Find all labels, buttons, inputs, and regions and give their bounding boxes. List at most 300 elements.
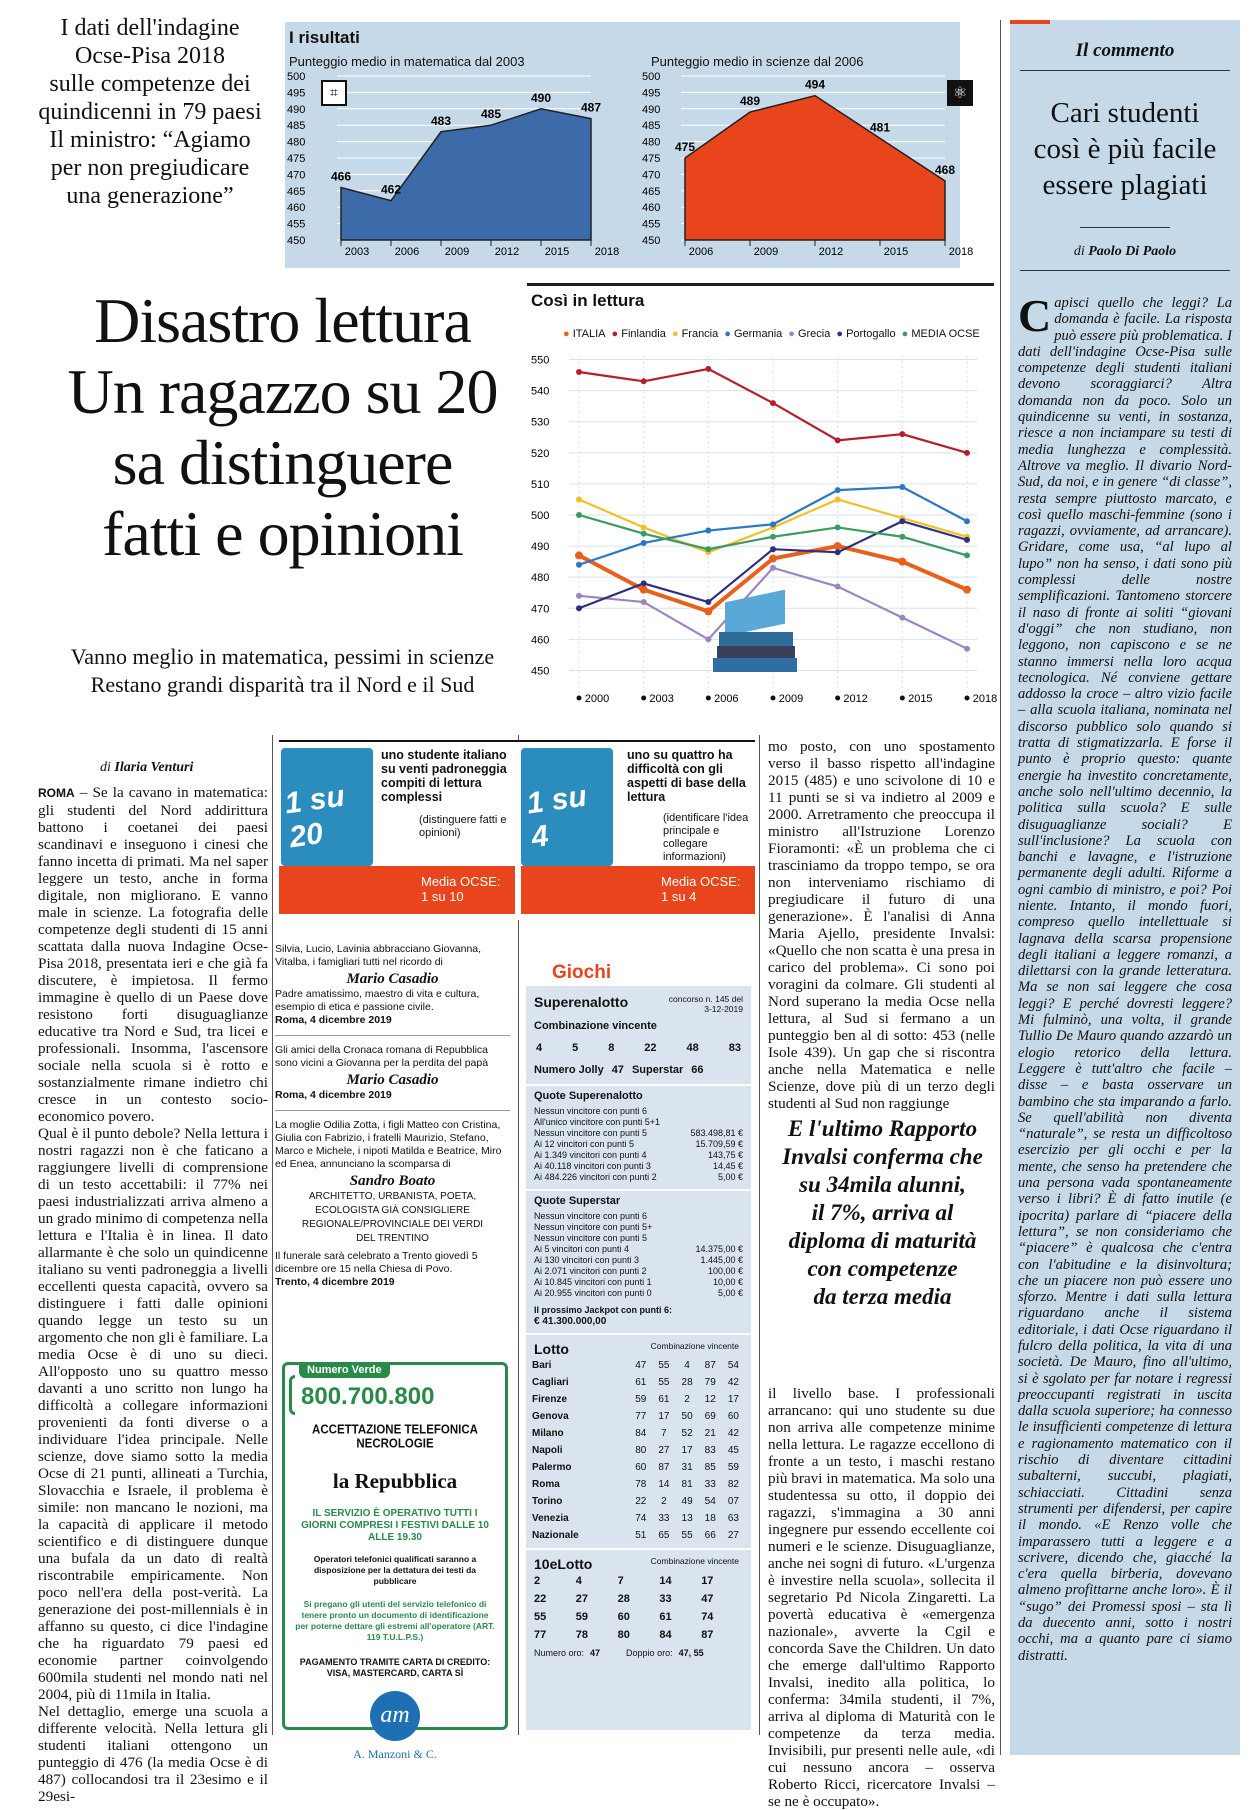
lotto-sub: Combinazione vincente bbox=[650, 1341, 739, 1351]
series-point bbox=[704, 607, 712, 615]
y-tick-label: 495 bbox=[287, 87, 306, 100]
lotto-number: 17 bbox=[658, 1411, 670, 1422]
series-point bbox=[835, 524, 841, 530]
series-point bbox=[705, 599, 711, 605]
series-point bbox=[575, 551, 583, 559]
divider bbox=[275, 1035, 510, 1036]
column-rule bbox=[272, 735, 273, 1735]
quote-amount: 14,45 € bbox=[712, 1161, 743, 1171]
lotto-number: 7 bbox=[661, 1428, 667, 1439]
quote-desc: Ai 1.349 vincitori con punti 4 bbox=[534, 1150, 647, 1160]
superstar-number: 66 bbox=[691, 1064, 704, 1076]
legend-label: MEDIA OCSE bbox=[911, 328, 980, 340]
science-chart-title: Punteggio medio in scienze dal 2006 bbox=[651, 54, 864, 69]
quote-amount: 10,00 € bbox=[712, 1277, 743, 1287]
series-point bbox=[964, 450, 970, 456]
series-point bbox=[834, 542, 842, 550]
stat-text: uno su quattro ha difficoltà con gli aspetti di base della lettura bbox=[627, 748, 746, 804]
lotto-row bbox=[532, 1459, 745, 1476]
y-tick-label: 455 bbox=[642, 218, 661, 231]
commentary-title bbox=[1010, 95, 1240, 203]
lotto-city: Roma bbox=[532, 1479, 560, 1490]
quote-row bbox=[534, 1172, 743, 1183]
10elotto-number: 28 bbox=[617, 1593, 630, 1605]
x-tick bbox=[577, 696, 582, 701]
lotto-number: 82 bbox=[727, 1479, 739, 1490]
lotto-city: Nazionale bbox=[532, 1530, 579, 1541]
jackpot: € 41.300.000,00 bbox=[534, 1316, 607, 1327]
quote-desc: Ai 5 vincitori con punti 4 bbox=[534, 1244, 630, 1254]
10elotto-number: 74 bbox=[701, 1611, 714, 1623]
legend-swatch: ● bbox=[788, 328, 798, 340]
superenalotto-title: Superenalotto bbox=[534, 994, 629, 1010]
x-tick-label: 2012 bbox=[843, 693, 868, 705]
y-tick-label: 460 bbox=[531, 634, 550, 647]
ad-operators: Operatori telefonici qualificati saranno a disposizione per la dettatura dei testi da pubblicare bbox=[313, 1554, 477, 1586]
lotto-number: 61 bbox=[658, 1394, 670, 1405]
lotto-number: 65 bbox=[658, 1530, 670, 1541]
obituary-name: Mario Casadio bbox=[346, 1072, 439, 1088]
y-tick-label: 480 bbox=[642, 136, 661, 149]
y-tick-label: 540 bbox=[531, 385, 550, 398]
pull-quote-line: E l'ultimo Rapporto bbox=[787, 1116, 978, 1141]
kicker-line: Il ministro: “Agiamo bbox=[49, 127, 251, 153]
headline-line: Disastro lettura bbox=[94, 285, 471, 356]
y-tick-label: 500 bbox=[531, 510, 550, 522]
x-tick-label: 2009 bbox=[444, 246, 470, 258]
y-tick-label: 455 bbox=[287, 218, 306, 231]
x-tick-label: 2009 bbox=[778, 693, 804, 705]
pull-quote-line: con competenze bbox=[807, 1256, 958, 1281]
quote-se-title: Quote Superenalotto bbox=[534, 1090, 643, 1102]
lotto-row bbox=[532, 1408, 745, 1425]
10elotto-number: 78 bbox=[575, 1629, 589, 1641]
y-tick-label: 495 bbox=[642, 87, 661, 100]
ad-title: ACCETTAZIONE TELEFONICA NECROLOGIE bbox=[312, 1423, 478, 1451]
lotto-number: 85 bbox=[704, 1462, 716, 1473]
quote-row bbox=[534, 1211, 743, 1222]
obituary-text: Gli amici della Cronaca romana di Repubblica sono vicini a Giovanna per la perdita del papà bbox=[275, 1044, 489, 1069]
pull-quote-line: da terza media bbox=[813, 1284, 952, 1309]
lotto-title: Lotto bbox=[534, 1341, 569, 1357]
winning-combo bbox=[526, 1032, 751, 1054]
series-point bbox=[964, 518, 970, 524]
y-tick-label: 460 bbox=[642, 202, 661, 215]
science-chart bbox=[640, 68, 974, 268]
10elotto-row bbox=[534, 1626, 743, 1644]
oro-label: Numero oro: bbox=[534, 1648, 585, 1658]
x-tick-label: 2015 bbox=[908, 693, 933, 705]
x-tick bbox=[835, 696, 840, 701]
x-tick-label: 2003 bbox=[649, 693, 674, 705]
kicker-line: quindicenni in 79 paesi bbox=[38, 99, 262, 125]
quote-desc: Nessun vincitore con punti 5 bbox=[534, 1233, 648, 1243]
obituary-text: La moglie Odilia Zotta, i figli Matteo con Cristina, Giulia con Fabrizio, i fratelli Maurizio, Stefano, Marco e Michele, i nipoti Matilda e Beatrice, Miro ed Enea, annunciano la scomparsa di bbox=[275, 1119, 502, 1170]
10elotto-row bbox=[534, 1590, 743, 1608]
kicker-line: I dati dell'indagine bbox=[60, 15, 240, 41]
ocse-average-box: Media OCSE: 1 su 4 bbox=[521, 866, 755, 914]
data-label: 475 bbox=[674, 140, 696, 154]
pull-quote-line: diploma di maturità bbox=[788, 1228, 977, 1253]
combo-number: 22 bbox=[644, 1042, 657, 1054]
x-tick-label: 2018 bbox=[972, 693, 998, 705]
quote-amount: 5,00 € bbox=[717, 1172, 743, 1182]
math-chart-title: Punteggio medio in matematica dal 2003 bbox=[289, 54, 525, 69]
quote-desc: Nessun vincitore con punti 6 bbox=[534, 1106, 648, 1116]
ad-phone-number: 800.700.800 bbox=[301, 1383, 435, 1410]
lotto-number: 33 bbox=[658, 1513, 670, 1524]
series-point bbox=[705, 366, 711, 372]
series-point bbox=[641, 599, 647, 605]
kicker-line: per non pregiudicare bbox=[50, 155, 250, 181]
y-tick-label: 480 bbox=[531, 572, 550, 585]
series-point bbox=[899, 518, 905, 524]
lotto-row bbox=[532, 1510, 745, 1527]
quote-desc: Ai 10.845 vincitori con punti 1 bbox=[534, 1277, 652, 1287]
reading-chart-title: Così in lettura bbox=[531, 291, 645, 310]
lotto-number: 59 bbox=[727, 1462, 739, 1473]
data-label: 462 bbox=[380, 182, 402, 197]
lotto-number: 45 bbox=[727, 1445, 739, 1456]
combo-number: 5 bbox=[572, 1042, 579, 1054]
x-tick-label: 2006 bbox=[714, 693, 739, 705]
y-tick-label: 465 bbox=[287, 185, 306, 198]
lotto-number: 17 bbox=[681, 1445, 693, 1456]
phone-icon bbox=[289, 1375, 295, 1415]
legend-swatch: ● bbox=[671, 328, 682, 340]
data-label: 483 bbox=[430, 113, 452, 128]
ad-note: Si pregano gli utenti del servizio telefonico di tenere pronto un documento di identificazione per poterne dettare gli estremi all'operatore (ART. 119 T.U.L.P.S.) bbox=[295, 1599, 495, 1642]
y-tick-label: 550 bbox=[531, 354, 550, 367]
10elotto-title: 10eLotto bbox=[534, 1556, 593, 1572]
lotto-number: 55 bbox=[658, 1360, 670, 1371]
10elotto-number: 59 bbox=[575, 1611, 589, 1623]
y-tick-label: 485 bbox=[287, 120, 306, 133]
lotto-row bbox=[532, 1391, 745, 1408]
lotto-number: 69 bbox=[704, 1411, 716, 1422]
lotto-row bbox=[532, 1425, 745, 1442]
obituaries bbox=[275, 943, 510, 1289]
series-point bbox=[641, 580, 647, 586]
quote-desc: Nessun vincitore con punti 5 bbox=[534, 1128, 648, 1138]
series-point bbox=[898, 558, 906, 566]
kicker-line: una generazione” bbox=[66, 183, 234, 209]
results-box bbox=[285, 22, 974, 268]
quote-desc: Nessun vincitore con punti 6 bbox=[534, 1211, 648, 1221]
y-tick-label: 450 bbox=[531, 665, 550, 678]
lotto-number: 63 bbox=[727, 1513, 739, 1524]
lotto-number: 47 bbox=[635, 1360, 647, 1371]
headline-line: sa distinguere bbox=[112, 427, 453, 498]
data-label: 481 bbox=[869, 120, 891, 135]
x-tick-label: 2015 bbox=[544, 246, 570, 258]
x-tick-label: 2006 bbox=[688, 246, 714, 258]
y-tick-label: 490 bbox=[642, 103, 661, 116]
lotto-city: Firenze bbox=[532, 1394, 568, 1405]
y-tick-label: 490 bbox=[287, 103, 306, 116]
ad-tag: Numero Verde bbox=[299, 1362, 390, 1378]
commentary-title-line: Cari studenti bbox=[1050, 97, 1200, 129]
obituary-date: Roma, 4 dicembre 2019 bbox=[275, 1089, 392, 1101]
lotto-number: 33 bbox=[704, 1479, 716, 1490]
x-tick-label: 2003 bbox=[344, 246, 370, 258]
obituary-date: Trento, 4 dicembre 2019 bbox=[275, 1276, 395, 1288]
column-rule bbox=[759, 735, 760, 1735]
necrologie-ad bbox=[282, 1362, 508, 1761]
article-paragraph: Qual è il punto debole? Nella lettura i nostri ragazzi non è che faticano a raggiungere livelli di comprensione di un testo accettabili: il 77% nei paesi industrializzati arriva almeno a un grado minimo di competenza nella lettura e l'Italia è in linea. Il dato allarmante è che solo un quindicenne italiano su venti padroneggia a livelli eccellenti questa capacità, ovvero sa distinguere i fatti dalle opinioni quando legge un testo su un argomento che non gli è familiare. La media Ocse è di uno su dieci. All'opposto uno su quattro messo davanti a uno scritto non lungo ha difficoltà a collegare informazioni provenienti da fonti diverse o a individuare l'idea principale. Nelle scienze, dove siamo sotto la media Ocse di 21 punti, allineati a Turchia, Slovacchia e Israele, il problema è simile: non mancano le nozioni, ma la capacità di applicare il metodo scientifico e di distinguere dunque una bufala da un dato di realtà riscontrabile empiricamente. Non poco nell'era della post-verità. La generazione dei post-millennials è in affanno su questo, ci dice l'indagine che ha riguardato 79 paesi ed economie partner coinvolgendo 600mila studenti nel mondo nati nel 2004, più di 11mila in Italia. bbox=[38, 1125, 268, 1703]
lotto-number: 79 bbox=[704, 1377, 716, 1388]
lotto-number: 21 bbox=[704, 1428, 716, 1439]
y-tick-label: 520 bbox=[531, 447, 550, 460]
headline-line: fatti e opinioni bbox=[102, 498, 463, 569]
quote-desc: All'unico vincitore con punti 5+1 bbox=[534, 1117, 661, 1127]
quote-desc: Ai 40.118 vincitori con punti 3 bbox=[534, 1161, 651, 1171]
lotto-number: 84 bbox=[635, 1428, 647, 1439]
10elotto-number: 22 bbox=[534, 1593, 547, 1605]
quote-ss-table bbox=[526, 1211, 751, 1299]
deck-line: Vanno meglio in matematica, pessimi in scienze bbox=[70, 644, 495, 669]
10elotto-number: 14 bbox=[659, 1575, 672, 1587]
series-point bbox=[964, 646, 970, 652]
lotto-city: Napoli bbox=[532, 1445, 563, 1456]
kicker-line: Ocse-Pisa 2018 bbox=[75, 43, 225, 69]
quote-row bbox=[534, 1128, 743, 1139]
10elotto-number: 33 bbox=[659, 1593, 672, 1605]
quote-row bbox=[534, 1139, 743, 1150]
byline-name: Paolo Di Paolo bbox=[1088, 244, 1177, 259]
y-tick-label: 470 bbox=[531, 603, 550, 616]
series-point bbox=[899, 534, 905, 540]
x-tick-label: 2018 bbox=[594, 246, 620, 258]
pull-quote-line: il 7%, arriva al bbox=[811, 1200, 954, 1225]
series-point bbox=[576, 369, 582, 375]
series-point bbox=[835, 584, 841, 590]
ocse-average-box: Media OCSE: 1 su 10 bbox=[279, 866, 515, 914]
article-paragraph bbox=[38, 784, 268, 1125]
quote-row bbox=[534, 1255, 743, 1266]
x-tick bbox=[900, 696, 905, 701]
doppio-label: Doppio oro: bbox=[626, 1648, 673, 1658]
combo-number: 48 bbox=[686, 1042, 699, 1054]
legend-label: Francia bbox=[681, 328, 719, 340]
y-tick-label: 530 bbox=[531, 416, 550, 429]
lotto-city: Venezia bbox=[532, 1513, 569, 1524]
x-tick-label: 2015 bbox=[883, 246, 909, 258]
series-point bbox=[770, 400, 776, 406]
ad-payment: PAGAMENTO TRAMITE CARTA DI CREDITO: VISA, MASTERCARD, CARTA SÌ bbox=[299, 1657, 491, 1678]
pull-quote-line: Invalsi conferma che bbox=[782, 1144, 983, 1169]
article-text: – Se la cavano in matematica: gli studenti del Nord addirittura battono i coetanei dei paesi scandinavi e inseguono i cinesi che fanno incetta di primati. Ma nel saper leggere un testo, anche in forma digitale, non migliorano. E vanno male in scienze. La fotografia delle competenze degli studenti di 15 anni scattata dalla nuova Indagine Ocse-Pisa 2018, presentata ieri e che già fa discutere, è impietosa. Il fermo immagine è quello di un Paese dove resistono forti disuguaglianze educative tra Nord e Sud, tra licei e professionali. Insomma, l'ascensore sociale nella scuola si è rotto e sostanzialmente rimane indietro chi cresce in un contesto socio-economico povero. bbox=[38, 784, 268, 1125]
quote-row bbox=[534, 1266, 743, 1277]
article-byline bbox=[100, 760, 193, 776]
lotto-number: 4 bbox=[684, 1360, 690, 1371]
lotto-row bbox=[532, 1476, 745, 1493]
10elotto-number: 55 bbox=[534, 1611, 547, 1623]
y-tick-label: 465 bbox=[642, 185, 661, 198]
commentary-byline bbox=[1010, 244, 1240, 260]
legend-swatch: ● bbox=[724, 328, 734, 340]
obituary-description: Padre amatissimo, maestro di vita e cultura, esempio di etica e passione civile. bbox=[275, 988, 480, 1013]
x-tick bbox=[771, 696, 776, 701]
legend-label: ITALIA bbox=[572, 328, 606, 340]
lotto-number: 78 bbox=[635, 1479, 647, 1490]
legend-label: Grecia bbox=[797, 328, 831, 340]
games-box bbox=[526, 950, 751, 1730]
y-tick-label: 475 bbox=[287, 153, 306, 165]
article-paragraph: Nel dettaglio, emerge una scuola a differente velocità. Nella lettura gli studenti italiani ottengono un punteggio di 476 (la media Ocse è di 487) collocandosi tra il 23esimo e il 29esi- bbox=[38, 1703, 268, 1805]
10elotto-number: 17 bbox=[701, 1575, 714, 1587]
x-tick-label: 2000 bbox=[584, 693, 610, 705]
quote-desc: Ai 130 vincitori con punti 3 bbox=[534, 1255, 640, 1265]
x-tick-label: 2009 bbox=[753, 246, 779, 258]
stat-note: (identificare l'idea principale e collegare informazioni) bbox=[663, 812, 749, 863]
lotto-city: Cagliari bbox=[532, 1377, 569, 1388]
quote-amount: 100,00 € bbox=[707, 1266, 743, 1276]
deck bbox=[30, 643, 535, 699]
legend-swatch: ● bbox=[901, 328, 912, 340]
series-point bbox=[835, 496, 841, 502]
10elotto-number: 77 bbox=[534, 1629, 547, 1641]
series-point bbox=[770, 521, 776, 527]
byline-prefix: di bbox=[100, 760, 111, 775]
lotto-row bbox=[532, 1374, 745, 1391]
quote-amount: 143,75 € bbox=[707, 1150, 743, 1160]
article-column-1 bbox=[38, 784, 268, 1805]
commentary-text bbox=[1010, 290, 1240, 1664]
oro: 47 bbox=[590, 1648, 601, 1658]
lotto-number: 60 bbox=[635, 1462, 647, 1473]
commentary-body: apisci quello che leggi? La domanda è facile. La risposta può essere più problematica. I dati dell'indagine Ocse-Pisa sulle competenze degli studenti italiani devono scoraggiarci? Altra domanda non da poco. Solo un quindicenne su venti, in sostanza, riesce a non inciampare su testi di media lunghezza e complessità. Altrove va meglio. Il divario Nord-Sud, da noi, e in genere “di classe”, resta sempre piuttosto marcato, e così quello maschi-femmine (sono i ragazzi, ovviamente, ad arrancare). Gridare, come usa, “al lupo al lupo” non ha senso, i dati sono più complessi delle nostre semplificazioni. Tantomeno storcere il naso di fronte ai soliti “giovani d'oggi” che non studiano, non leggono, non capiscono e se ne stanno immersi nella loro acqua tecnologica. Né conviene gettare addosso la croce – altro vizio facile – alla scuola italiana, nominata nel discorso pubblico solo quando si tratta di stigmatizzarla. E forse il punto è proprio questo: quante energie ha investito concretamente, anche solo nell'ultimo decennio, la politica sulla scuola? E sulle disuguaglianze sociali? E sull'inclusione? La scuola con banchi e lavagne, e l'istruzione permanente degli adulti. Riforme a ogni cambio di ministro, e poi? Poi niente. Intanto, il mondo fuori, compreso quello intellettuale si lagnava della scarsa propensione degli italiani a leggere romanzi, a dilettarsi con la grande letteratura. Ma se non sai leggere che cosa leggi? E perché dovresti leggere? Mi fulminò, una volta, il grande Tullio De Mauro quando azzardò un elogio retorico della lettura. Leggere è tutt'altro che facile – disse – e basta osservare un bambino che sta imparando a farlo. Se quell'abilità non diventa “naturale”, se resta un difficoltoso esercizio per gli occhi e per la mente, che senso ha pretendere che una persona vada spontaneamente verso i libri? È di fatto inutile (e ipocrita) parlare di “piacere della lettura”, se non consideriamo che “piacere” è qualcosa che c'entra con l'abitudine e la disinvoltura; che un piacere non può essere uno sforzo. Mentre i dati sulla lettura riguardano anche il sistema editoriale, i dati Ocse riguardano il fulcro della politica, la vita di una società. De Mauro, fino all'ultimo, si è sgolato per far notare i regressi preoccupanti registrati in uscita dalla scuola superiore; ha connesso le insufficienti competenze di lettura e ragionamento matematico con il rischio di diventare cittadini subalterni, succubi, plagiati, schiacciati. Cittadini senza strumenti per difendersi, per capire il mondo. «E Renzo volle che imparassero tutti a leggere e a scrivere, dicendo che, giacché la c'era quella birberia, dovevano almeno profittarne anche loro». È il “sugo” dei Promessi sposi – sta lì da duecento anni, sotto i nostri occhi, ma a quanto pare ci siamo distratti. bbox=[1018, 295, 1232, 1664]
jackpot-label: Il prossimo Jackpot con punti 6: bbox=[534, 1305, 673, 1315]
lotto-number: 13 bbox=[681, 1513, 693, 1524]
quote-row bbox=[534, 1117, 743, 1128]
manzoni-logo: am bbox=[370, 1691, 420, 1741]
stat-text: uno studente italiano su venti padroneggia compiti di lettura complessi bbox=[381, 748, 507, 804]
ratio-1-su-4: 1 su 4 bbox=[524, 779, 589, 855]
x-tick-label: 2006 bbox=[394, 246, 420, 258]
data-label: 490 bbox=[530, 90, 552, 105]
ad-hours: IL SERVIZIO È OPERATIVO TUTTI I GIORNI COMPRESI I FESTIVI DALLE 10 ALLE 19.30 bbox=[301, 1508, 489, 1543]
concorso: concorso n. 145 del 3-12-2019 bbox=[668, 994, 743, 1014]
calculator-icon: ⌗ bbox=[321, 80, 347, 106]
obituary-name: Sandro Boato bbox=[349, 1173, 436, 1189]
lotto-number: 2 bbox=[661, 1496, 667, 1507]
x-tick-label: 2012 bbox=[494, 246, 520, 258]
x-tick bbox=[641, 696, 646, 701]
lotto-row bbox=[532, 1527, 745, 1544]
10elotto-number: 4 bbox=[575, 1575, 582, 1587]
data-label: 468 bbox=[934, 162, 956, 177]
x-tick-label: 2012 bbox=[818, 246, 844, 258]
lotto-number: 74 bbox=[635, 1513, 647, 1524]
series-point bbox=[899, 484, 905, 490]
series-point bbox=[640, 586, 648, 594]
combo-label: Combinazione vincente bbox=[534, 1020, 657, 1032]
byline-name: Ilaria Venturi bbox=[114, 760, 194, 775]
series-point bbox=[576, 512, 582, 518]
y-tick-label: 480 bbox=[287, 136, 306, 149]
lotto-number: 42 bbox=[727, 1428, 739, 1439]
10elotto-number: 80 bbox=[617, 1629, 630, 1641]
10elotto-number: 60 bbox=[617, 1611, 630, 1623]
10elotto-number: 27 bbox=[575, 1593, 589, 1605]
10elotto-number: 61 bbox=[659, 1611, 672, 1623]
quote-row bbox=[534, 1288, 743, 1299]
series-point bbox=[576, 593, 582, 599]
legend-swatch: ● bbox=[563, 328, 573, 340]
y-tick-label: 500 bbox=[287, 71, 306, 83]
byline-prefix: di bbox=[1073, 244, 1085, 259]
stat-note: (distinguere fatti e opinioni) bbox=[419, 814, 507, 839]
series-point bbox=[835, 487, 841, 493]
kicker-line: sulle competenze dei bbox=[49, 71, 251, 97]
y-tick-label: 450 bbox=[287, 235, 306, 247]
quote-amount: 15.709,59 € bbox=[695, 1139, 743, 1149]
obituary-titles: ARCHITETTO, URBANISTA, POETA, ECOLOGISTA GIÀ CONSIGLIERE REGIONALE/PROVINCIALE DEI VERDI DEL TRENTINO bbox=[301, 1191, 484, 1244]
jolly-number: 47 bbox=[611, 1064, 624, 1076]
quote-row bbox=[534, 1244, 743, 1255]
series-point bbox=[641, 378, 647, 384]
data-label: 494 bbox=[804, 77, 826, 92]
lotto-number: 59 bbox=[635, 1394, 647, 1405]
lotto-number: 87 bbox=[658, 1462, 670, 1473]
10elotto-number: 7 bbox=[617, 1575, 624, 1587]
series-point bbox=[705, 546, 711, 552]
lotto-number: 83 bbox=[704, 1445, 716, 1456]
dateline: ROMA bbox=[38, 786, 75, 800]
lotto-number: 22 bbox=[635, 1496, 647, 1507]
quote-desc: Nessun vincitore con punti 5+ bbox=[534, 1222, 653, 1232]
ad-company: A. Manzoni & C. bbox=[353, 1747, 437, 1761]
series-point bbox=[769, 555, 777, 563]
obituary-date: Roma, 4 dicembre 2019 bbox=[275, 1014, 392, 1026]
lotto-row bbox=[532, 1442, 745, 1459]
lotto-number: 27 bbox=[658, 1445, 670, 1456]
lotto-city: Palermo bbox=[532, 1462, 572, 1473]
lotto-city: Torino bbox=[532, 1496, 563, 1507]
lotto-number: 55 bbox=[658, 1377, 670, 1388]
atom-icon: ⚛ bbox=[947, 80, 973, 106]
lotto-number: 60 bbox=[727, 1411, 739, 1422]
series-point bbox=[770, 534, 776, 540]
series-point bbox=[576, 496, 582, 502]
quote-row bbox=[534, 1106, 743, 1117]
quote-amount: 5,00 € bbox=[717, 1288, 743, 1298]
series-point bbox=[641, 540, 647, 546]
reading-chart bbox=[527, 283, 998, 728]
series-point bbox=[835, 549, 841, 555]
data-label: 489 bbox=[739, 94, 761, 109]
legend-label: Germania bbox=[733, 328, 783, 340]
y-tick-label: 485 bbox=[642, 120, 661, 133]
series-point bbox=[641, 531, 647, 537]
article-column-3a: mo posto, con uno spostamento verso il basso rispetto all'indagine 2015 (485) e uno scivolone di 10 e 11 punti se si va indietro al 2009 e 2000. Arretramento che preoccupa il ministro all'Istruzione Lorenzo Fioramonti: «È un problema che ci trasciniamo da troppo tempo, se ora non interveniamo rischiamo di pregiudicare il futuro di una generazione». Ѐ l'analisi di Anna Maria Ajello, presidente Invalsi: «Quello che non scatta è una presa in carico del problema». Ci sono poi voragini da colmare. Gli studenti al Nord superano la media Ocse nella lettura, al Sud si fermano a un punteggio ben al di sotto: 453 (nelle Isole 439). Un gap che si riscontra anche nella Matematica e nelle Scienze, dove più di un terzo degli studenti al Sud non raggiunge bbox=[768, 738, 995, 1112]
series-point bbox=[964, 537, 970, 543]
lotto-number: 81 bbox=[681, 1479, 693, 1490]
lotto-number: 52 bbox=[681, 1428, 693, 1439]
quote-desc: Ai 484.226 vincitori con punti 2 bbox=[534, 1172, 657, 1182]
y-tick-label: 500 bbox=[642, 71, 661, 83]
10elotto-sub: Combinazione vincente bbox=[650, 1556, 739, 1566]
data-label: 466 bbox=[330, 169, 352, 184]
data-label: 485 bbox=[480, 107, 502, 122]
lotto-number: 42 bbox=[727, 1377, 739, 1388]
ad-brand: la Repubblica bbox=[332, 1469, 458, 1493]
lotto-number: 77 bbox=[635, 1411, 647, 1422]
column-rule bbox=[1000, 20, 1001, 1755]
y-tick-label: 450 bbox=[642, 235, 661, 247]
series-point bbox=[576, 562, 582, 568]
